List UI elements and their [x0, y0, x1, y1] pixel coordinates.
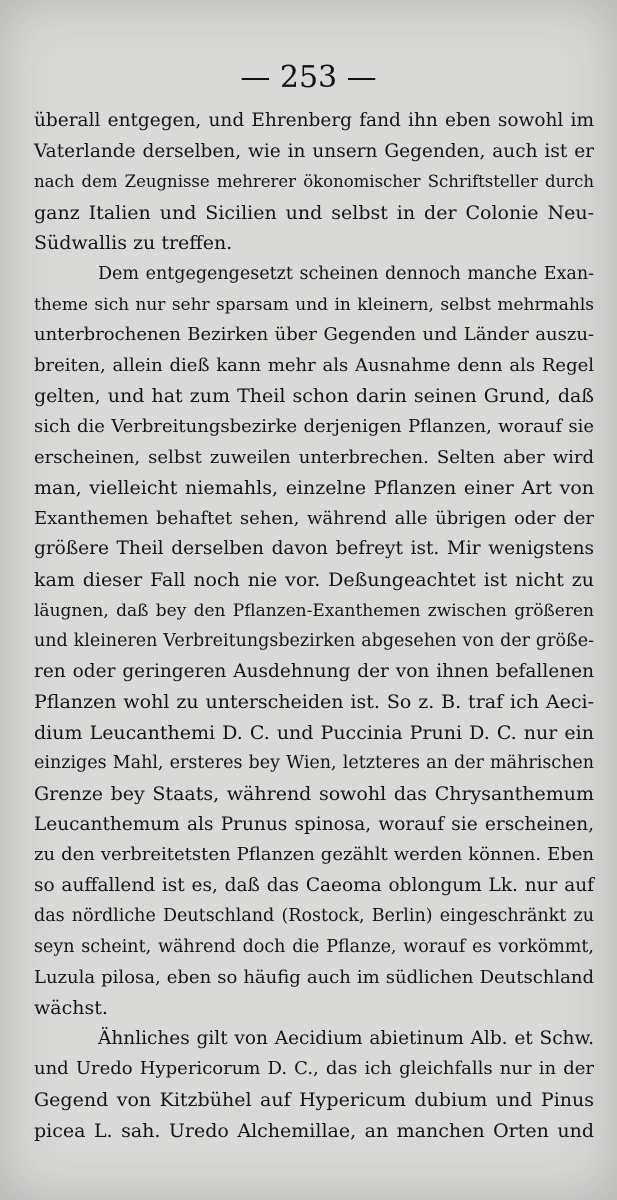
text-line: theme sich nur sehr sparsam und in kleinern, selbst mehrmahls — [34, 294, 594, 315]
text-line: größere Theil derselben davon befreyt ist. Mir wenigstens — [34, 538, 594, 560]
text-line: gelten, und hat zum Theil schon darin seinen Grund, daß — [34, 385, 594, 408]
text-line: ganz Italien und Sicilien und selbst in der Colonie Neu- — [34, 201, 594, 224]
text-line: einziges Mahl, ersteres bey Wien, letzteres an der mährischen — [34, 753, 594, 774]
text-line: nach dem Zeugnisse mehrerer ökonomischer Schriftsteller durch — [34, 172, 594, 192]
text-line: Vaterlande derselben, wie in unsern Gegenden, auch ist er — [34, 140, 594, 162]
paragraph — [34, 259, 594, 1024]
paragraph — [34, 1024, 594, 1146]
text-line: Dem entgegengesetzt scheinen dennoch manche Exan- — [98, 263, 594, 284]
text-line: läugnen, daß bey den Pflanzen-Exanthemen zwischen größeren — [34, 600, 594, 621]
text-line: Südwallis zu treffen. — [34, 232, 233, 255]
text-line: breiten, allein dieß kann mehr als Ausnahme denn als Regel — [34, 354, 594, 376]
text-line: kam dieser Fall noch nie vor. Deßungeachtet ist nicht zu — [34, 568, 594, 591]
text-line: Gegend von Kitzbühel auf Hypericum dubium und Pinus — [34, 1089, 594, 1111]
text-line: Luzula pilosa, eben so häufig auch im südlichen Deutschland — [34, 966, 594, 988]
text-line: ren oder geringeren Ausdehnung der von ihnen befallenen — [34, 660, 594, 682]
text-line: so auffallend ist es, daß das Caeoma oblongum Lk. nur auf — [34, 874, 594, 896]
text-line: und kleineren Verbreitungsbezirken abgesehen von der größe- — [34, 631, 594, 652]
text-line: wächst. — [34, 997, 108, 1020]
text-line: Exanthemen behaftet sehen, während alle übrigen oder der — [34, 507, 594, 529]
text-line: und Uredo Hypericorum D. C., das ich gleichfalls nur in der — [34, 1058, 594, 1080]
text-line: picea L. sah. Uredo Alchemillae, an manchen Orten und — [34, 1119, 594, 1142]
text-line: Grenze bey Staats, während sowohl das Chrysanthemum — [34, 783, 594, 806]
body-text — [34, 106, 594, 1146]
text-line: unterbrochenen Bezirken über Gegenden und Länder auszu- — [34, 324, 594, 346]
text-line: erscheinen, selbst zuweilen unterbrechen. Selten aber wird — [34, 446, 594, 468]
text-line: seyn scheint, während doch die Pflanze, worauf es vorkömmt, — [34, 937, 594, 958]
text-line: man, vielleicht niemahls, einzelne Pflanzen einer Art von — [34, 477, 594, 500]
paragraph — [34, 106, 594, 259]
text-line: dium Leucanthemi D. C. und Puccinia Pruni D. C. nur ein — [34, 721, 594, 744]
text-line: zu den verbreitetsten Pflanzen gezählt werden können. Eben — [34, 844, 594, 866]
text-line: Leucanthemum als Prunus spinosa, worauf sie erscheinen, — [34, 813, 594, 835]
text-line: Ähnliches gilt von Aecidium abietinum Alb. et Schw. — [98, 1027, 594, 1049]
text-line: überall entgegen, und Ehrenberg fand ihn eben sowohl im — [34, 110, 594, 131]
page-number: — 253 — — [240, 60, 377, 95]
text-line: sich die Verbreitungsbezirke derjenigen Pflanzen, worauf sie — [34, 415, 594, 437]
text-line: das nördliche Deutschland (Rostock, Berlin) eingeschränkt zu — [34, 906, 594, 927]
text-line: Pflanzen wohl zu unterscheiden ist. So z. B. traf ich Aeci- — [34, 691, 594, 714]
